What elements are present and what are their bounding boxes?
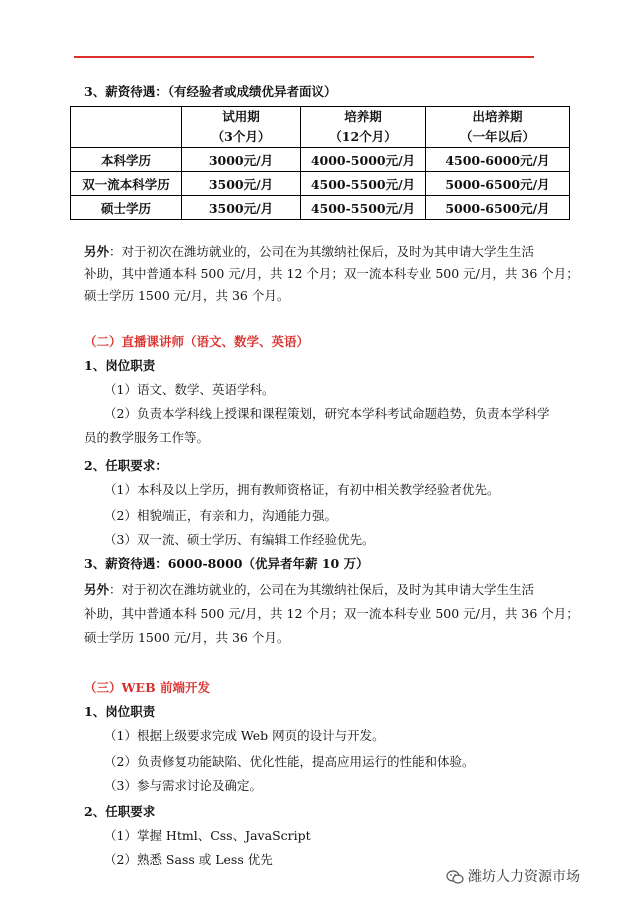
table-cell: 3000元/月	[182, 148, 301, 172]
table-header-cell: 培养期 （12个月）	[301, 107, 426, 148]
note-text: ：对于初次在潍坊就业的，公司在为其缴纳社保后，及时为其申请大学生生活	[109, 582, 535, 597]
watermark	[446, 866, 580, 886]
table-cell: 4500-5500元/月	[301, 196, 426, 220]
note-label: 另外	[84, 244, 110, 259]
note-label: 另外	[84, 582, 110, 597]
table-header-row	[71, 107, 570, 148]
duty-heading: 1、岗位职责	[84, 704, 156, 719]
header-rule	[74, 56, 534, 58]
watermark-text: 潍坊人力资源市场	[468, 869, 580, 885]
row-label: 本科学历	[71, 148, 182, 172]
wechat-icon	[446, 870, 464, 884]
table-cell: 3500元/月	[182, 196, 301, 220]
duty-item: （1）语文、数学、英语学科。	[104, 382, 275, 397]
table-header-cell: 出培养期 （一年以后）	[426, 107, 570, 148]
salary-note-line: 硕士学历 1500 元/月，共 36 个月。	[84, 288, 290, 303]
salary-heading: 3、薪资待遇：（有经验者或成绩优异者面议）	[84, 84, 337, 99]
req-item: （1）本科及以上学历，拥有教师资格证，有初中相关教学经验者优先。	[104, 482, 500, 497]
req-heading: 2、任职要求	[84, 804, 156, 819]
table-corner-cell	[71, 107, 182, 148]
salary-note-line	[84, 582, 534, 598]
table-cell: 3500元/月	[182, 172, 301, 196]
duty-item: （2）负责修复功能缺陷、优化性能，提高应用运行的性能和体验。	[104, 754, 475, 769]
duty-item: （3）参与需求讨论及确定。	[104, 778, 262, 793]
table-header-cell: 试用期 （3个月）	[182, 107, 301, 148]
table-cell: 4500-6000元/月	[426, 148, 570, 172]
salary-note-line: 硕士学历 1500 元/月，共 36 个月。	[84, 630, 290, 645]
duty-item: （2）负责本学科线上授课和课程策划，研究本学科考试命题趋势，负责本学科学	[104, 406, 550, 421]
table-row	[71, 172, 570, 196]
duty-item: （1）根据上级要求完成 Web 网页的设计与开发。	[104, 728, 385, 743]
table-row	[71, 148, 570, 172]
req-item: （2）熟悉 Sass 或 Less 优先	[104, 852, 273, 867]
row-label: 双一流本科学历	[71, 172, 182, 196]
table-cell: 5000-6500元/月	[426, 172, 570, 196]
req-item: （2）相貌端正，有亲和力，沟通能力强。	[104, 508, 337, 523]
duty-heading: 1、岗位职责	[84, 358, 156, 373]
req-heading: 2、任职要求：	[84, 458, 168, 473]
salary-table	[70, 106, 570, 220]
req-item: （3）双一流、硕士学历、有编辑工作经验优先。	[104, 532, 375, 547]
salary-note-line: 补助，其中普通本科 500 元/月，共 12 个月；双一流本科专业 500 元/月，共 36 个月；	[84, 606, 579, 621]
note-text: ：对于初次在潍坊就业的，公司在为其缴纳社保后，及时为其申请大学生生活	[109, 244, 535, 259]
salary-line: 3、薪资待遇：6000-8000（优异者年薪 10 万）	[84, 556, 369, 571]
section-title: （二）直播课讲师（语文、数学、英语）	[84, 334, 310, 349]
salary-note-line	[84, 244, 534, 260]
table-row	[71, 196, 570, 220]
salary-note-line: 补助，其中普通本科 500 元/月，共 12 个月；双一流本科专业 500 元/月，共 36 个月；	[84, 266, 579, 281]
table-cell: 4000-5000元/月	[301, 148, 426, 172]
section-title: （三）WEB 前端开发	[84, 680, 210, 695]
table-cell: 4500-5500元/月	[301, 172, 426, 196]
table-cell: 5000-6500元/月	[426, 196, 570, 220]
req-item: （1）掌握 Html、Css、JavaScript	[104, 828, 311, 843]
duty-item: 员的教学服务工作等。	[84, 430, 210, 445]
row-label: 硕士学历	[71, 196, 182, 220]
